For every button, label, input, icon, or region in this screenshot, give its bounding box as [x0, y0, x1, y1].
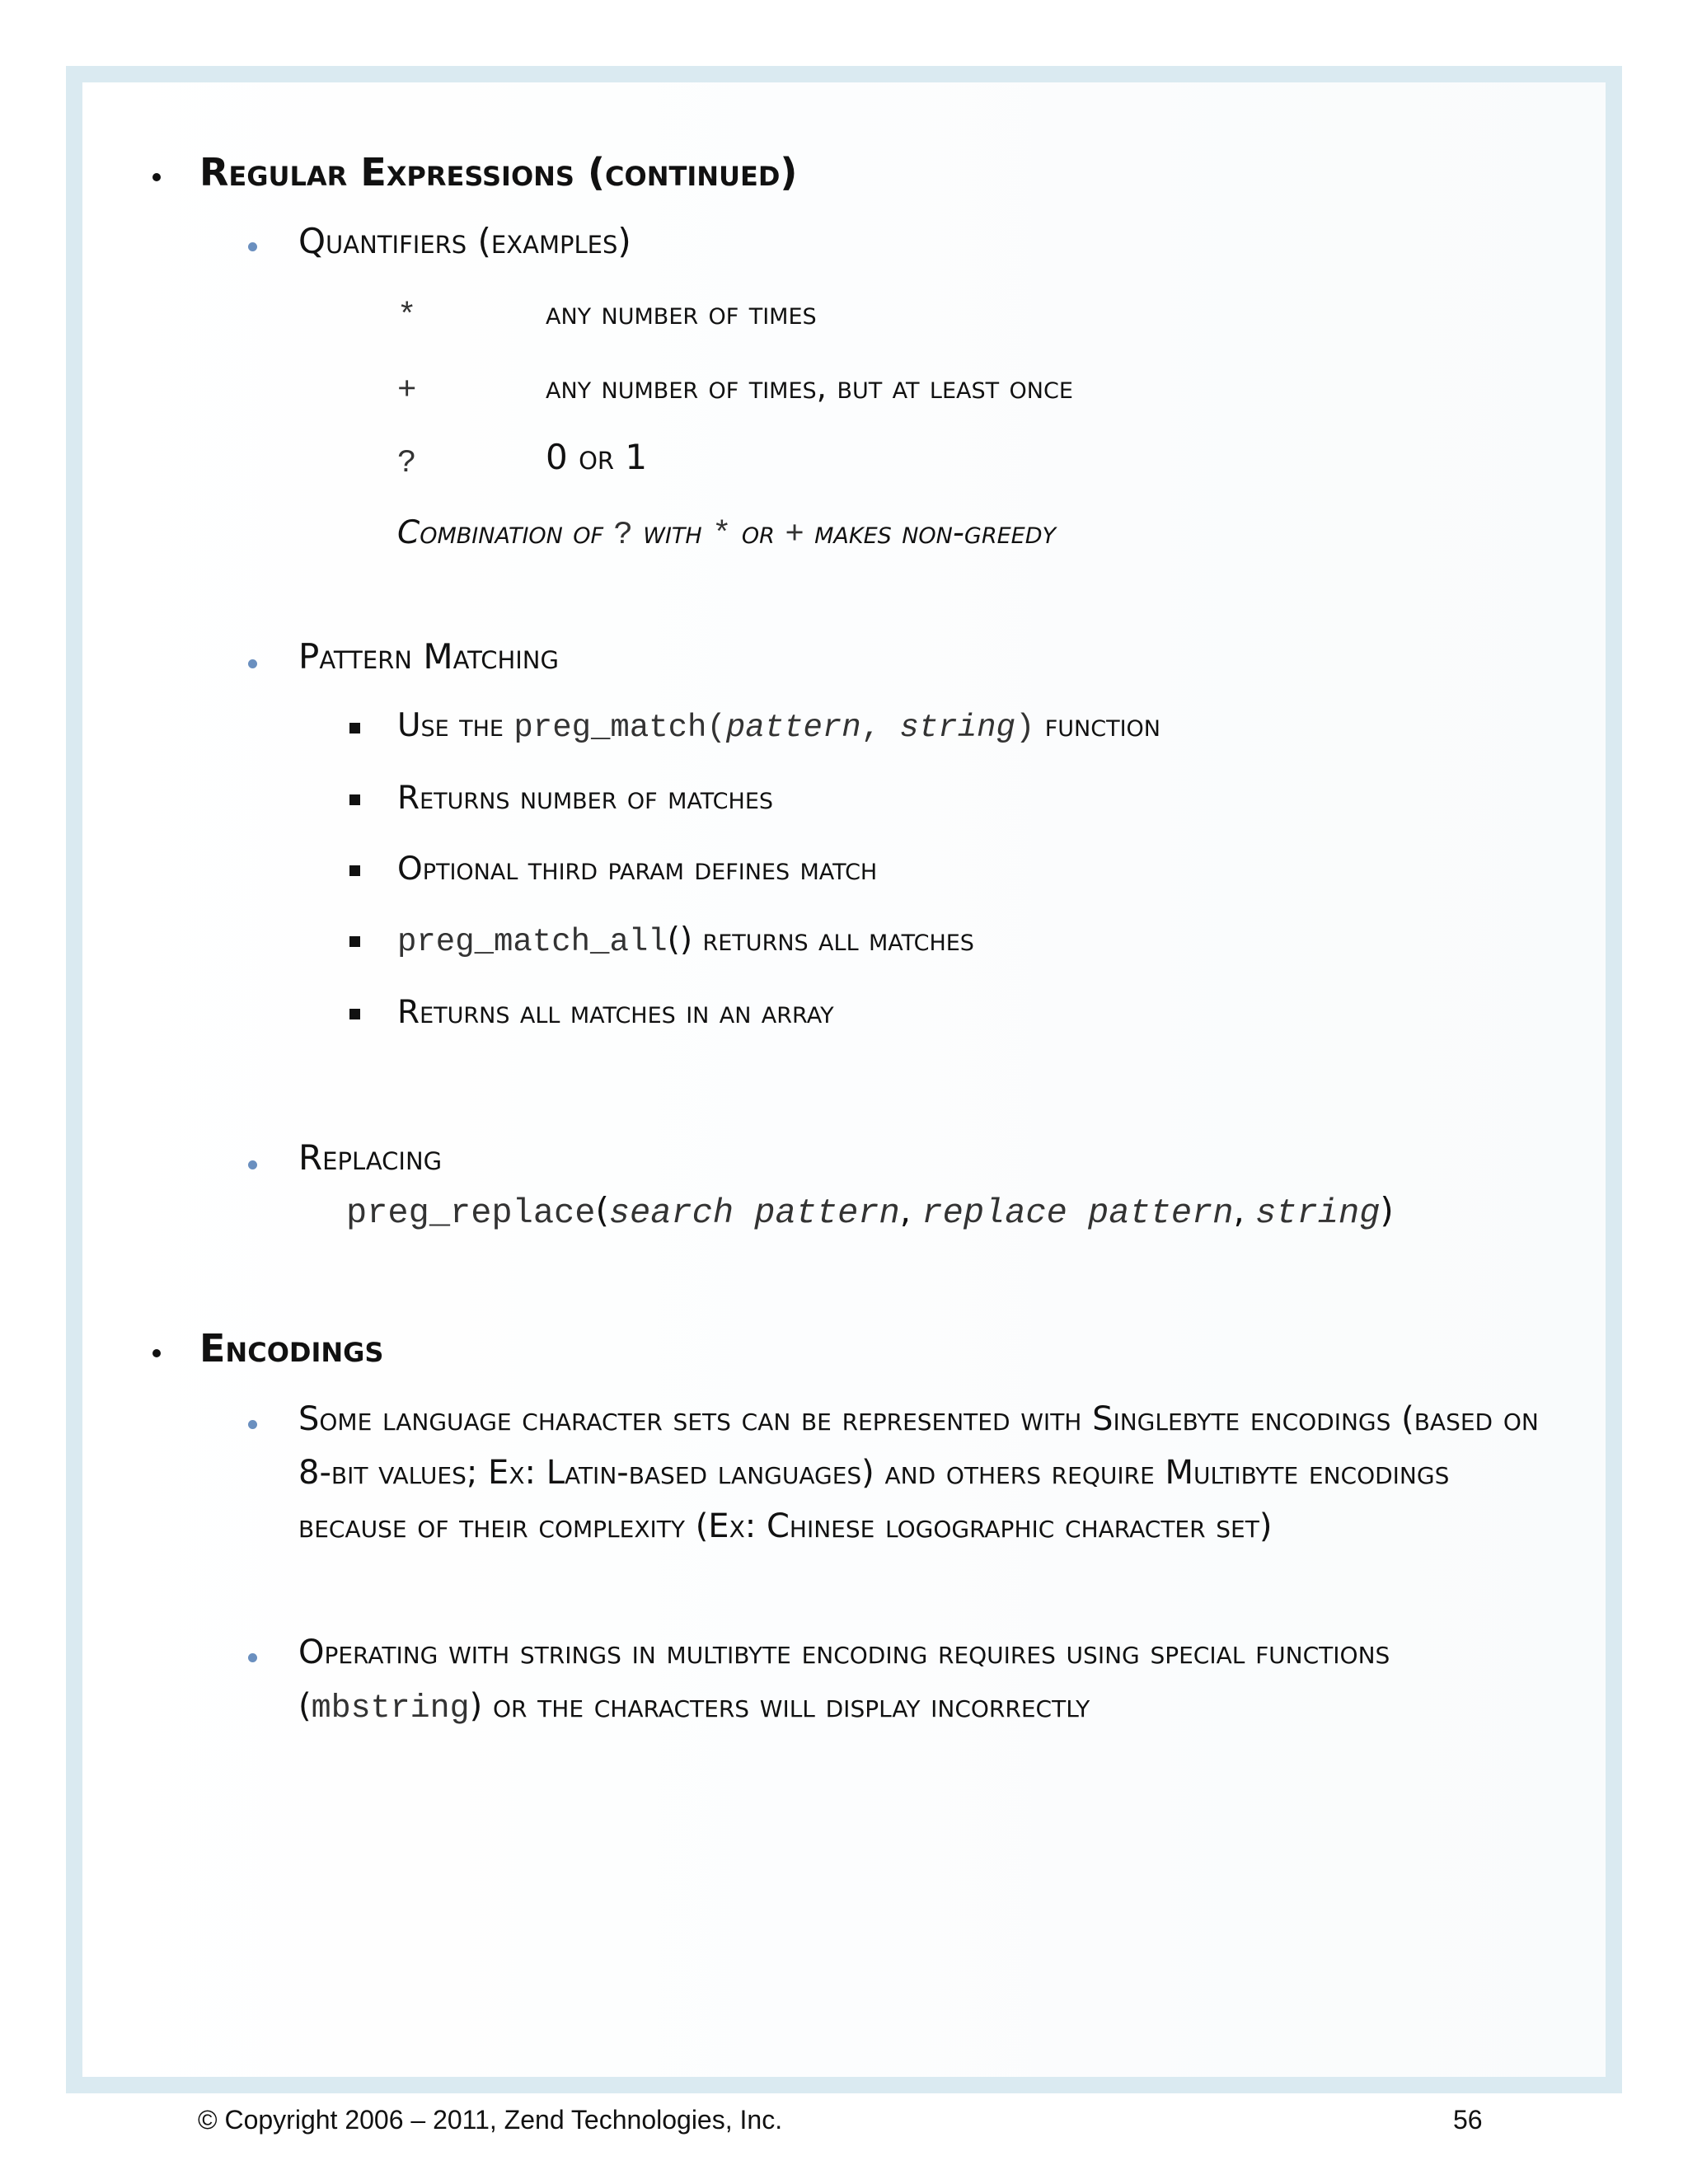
code-function: mbstring — [311, 1690, 470, 1727]
code-sep: , — [899, 1190, 922, 1230]
pattern-item: Returns number of matches — [397, 780, 774, 817]
item-text: function — [1034, 707, 1160, 744]
note-text: or — [731, 514, 785, 551]
pattern-item: Returns all matches in an array — [397, 994, 834, 1031]
note-text: with — [632, 514, 713, 551]
subheading-pattern-matching: Pattern Matching — [298, 636, 559, 677]
bullet — [349, 936, 360, 947]
code-paren: ( — [595, 1190, 609, 1230]
code-arg: string — [899, 710, 1015, 746]
bullet — [248, 659, 257, 668]
quantifier-symbol: ? — [397, 445, 417, 481]
note-text: Combination of — [397, 514, 614, 551]
code-arg: string — [1255, 1193, 1381, 1233]
code-function: preg_replace — [346, 1193, 596, 1233]
bullet — [152, 173, 161, 181]
note-symbol: ? — [613, 517, 633, 553]
section-heading-encodings: Encodings — [199, 1326, 384, 1371]
bullet — [248, 1653, 257, 1662]
bullet — [349, 794, 360, 805]
quantifier-desc: any number of times — [546, 295, 817, 332]
section-heading-regex: Regular Expressions (continued) — [199, 150, 798, 194]
subheading-quantifiers: Quantifiers (examples) — [298, 221, 631, 261]
note-symbol: * — [712, 517, 732, 553]
bullet — [248, 1420, 257, 1429]
item-text: Use the — [397, 707, 514, 744]
subheading-replacing: Replacing — [298, 1137, 443, 1178]
encodings-paragraph: Some language character sets can be represented with Singlebyte encodings (based on 8-bit values; Ex: Latin-based languages) and others require Multibyte encodings because of their complexity (Ex: Chinese logographic character set) — [298, 1400, 1539, 1545]
para-text: Operating with strings in multibyte encoding requires using special functions ( — [298, 1633, 1390, 1725]
quantifier-symbol: * — [397, 298, 417, 335]
code-sep: , — [1233, 1190, 1256, 1230]
code-arg: pattern — [725, 710, 861, 746]
bullet — [152, 1349, 161, 1357]
code-arg: search pattern — [608, 1193, 900, 1233]
replace-signature — [346, 1190, 1394, 1233]
bullet — [349, 1009, 360, 1019]
quantifier-desc: 0 or 1 — [546, 437, 648, 477]
code-paren: ) — [1015, 710, 1035, 746]
code-function: preg_match_all — [397, 924, 668, 960]
bullet — [248, 1160, 257, 1169]
para-text: ) or the characters will display incorrectly — [469, 1687, 1090, 1725]
pattern-item — [397, 921, 974, 960]
quantifier-note — [397, 514, 1056, 553]
footer-copyright: © Copyright 2006 – 2011, Zend Technologies, Inc. — [198, 2105, 783, 2135]
code-function: preg_match( — [513, 710, 726, 746]
code-paren: ) — [1380, 1190, 1394, 1230]
encodings-paragraph — [298, 1626, 1535, 1736]
pattern-item: Optional third param defines match — [397, 851, 878, 888]
bullet — [349, 723, 360, 733]
note-text: makes non-greedy — [804, 514, 1057, 551]
bullet — [248, 242, 257, 251]
pattern-item — [397, 707, 1160, 746]
quantifier-symbol: + — [397, 373, 417, 409]
page-number: 56 — [1453, 2105, 1483, 2135]
bullet — [349, 865, 360, 876]
code-arg: replace pattern — [921, 1193, 1234, 1233]
note-symbol: + — [785, 517, 804, 553]
item-text: returns all matches — [692, 921, 974, 958]
code-paren: () — [667, 921, 693, 958]
code-sep: , — [860, 710, 900, 746]
quantifier-desc: any number of times, but at least once — [546, 369, 1073, 406]
